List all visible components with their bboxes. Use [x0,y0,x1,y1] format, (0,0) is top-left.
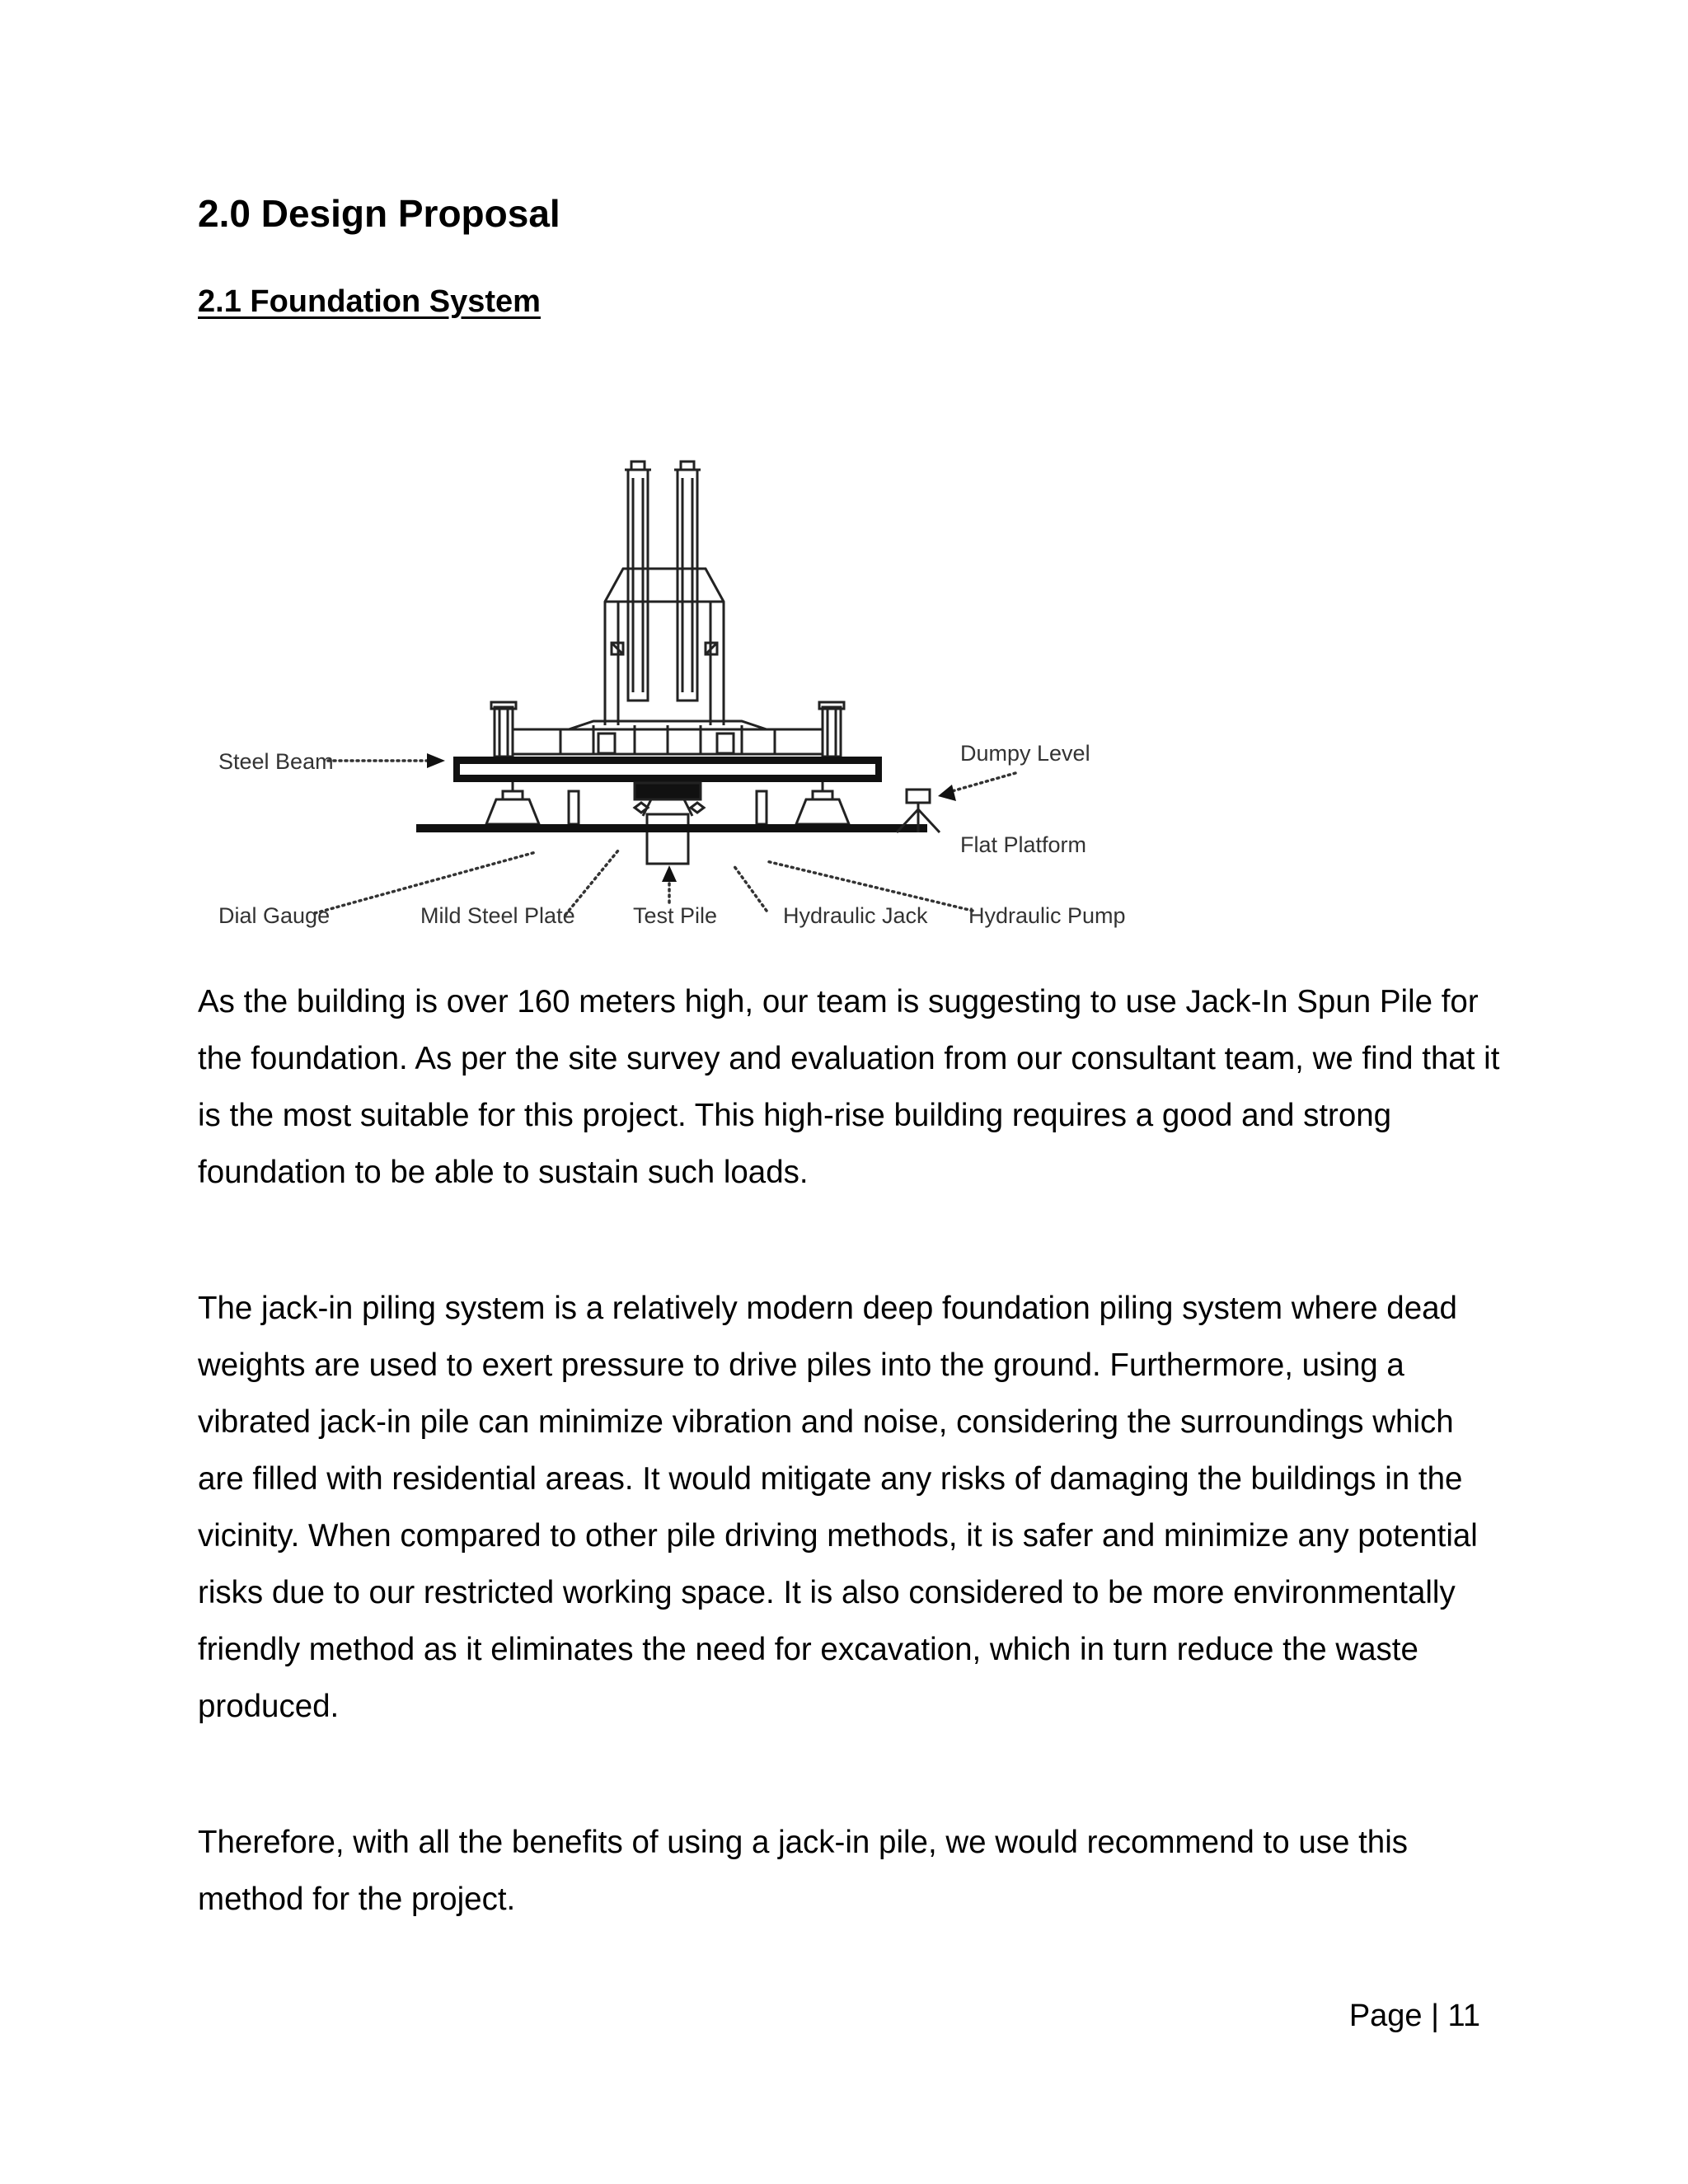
label-hydraulic-pump: Hydraulic Pump [968,903,1126,928]
mast-left [625,462,651,701]
paragraph-foundation-choice: As the building is over 160 meters high, our team is suggesting to use Jack-In Spun Pile for the foundation. As per the site survey and evaluation from our consultant team, we find that it is the most suitable for this project. This high-rise building requires a good and strong foundation to be able to sustain such loads. [198,984,1500,1190]
label-dumpy-level: Dumpy Level [960,741,1090,766]
dumpy-level-icon [897,790,940,832]
page-number: Page | 11 [1348,1999,1480,2033]
section-heading: 2.1 Foundation System [198,284,541,319]
jack-in-pile-diagram [206,445,1154,940]
mast-right [674,462,701,701]
label-test-pile: Test Pile [633,903,718,928]
paragraph-jack-in-system: The jack-in piling system is a relatively modern deep foundation piling system where dead weights are used to exert pressure to drive piles into the ground. Furthermore, using a vibrated jack-in pile can minimize vibration and noise, considering the surroundings which are filled with residential areas. It would mitigate any risks of damaging the buildings in the vicinity. When compared to other pile driving methods, it is safer and minimize any potential risks due to our restricted working space. It is also considered to be more environmentally friendly method as it eliminates the need for excavation, which in turn reduce the waste produced. [198,1291,1478,1724]
label-dial-gauge: Dial Gauge [218,903,331,928]
paragraph-recommendation: Therefore, with all the benefits of using a jack-in pile, we would recommend to use this method for the project. [198,1825,1409,1917]
jacking-head [635,783,704,816]
diagram-svg [206,445,1154,940]
side-tower-left [491,702,516,757]
label-flat-platform: Flat Platform [960,832,1087,857]
side-tower-right [819,702,844,757]
flat-platform-shape [416,824,927,832]
label-hydraulic-jack: Hydraulic Jack [783,903,928,928]
page-title: 2.0 Design Proposal [198,192,560,235]
steel-beams [453,757,882,782]
mast-frame [605,569,724,725]
label-mild-steel-plate: Mild Steel Plate [420,903,575,928]
label-steel-beam: Steel Beam [218,749,334,774]
deck [503,721,832,754]
test-pile-shape [647,814,688,864]
